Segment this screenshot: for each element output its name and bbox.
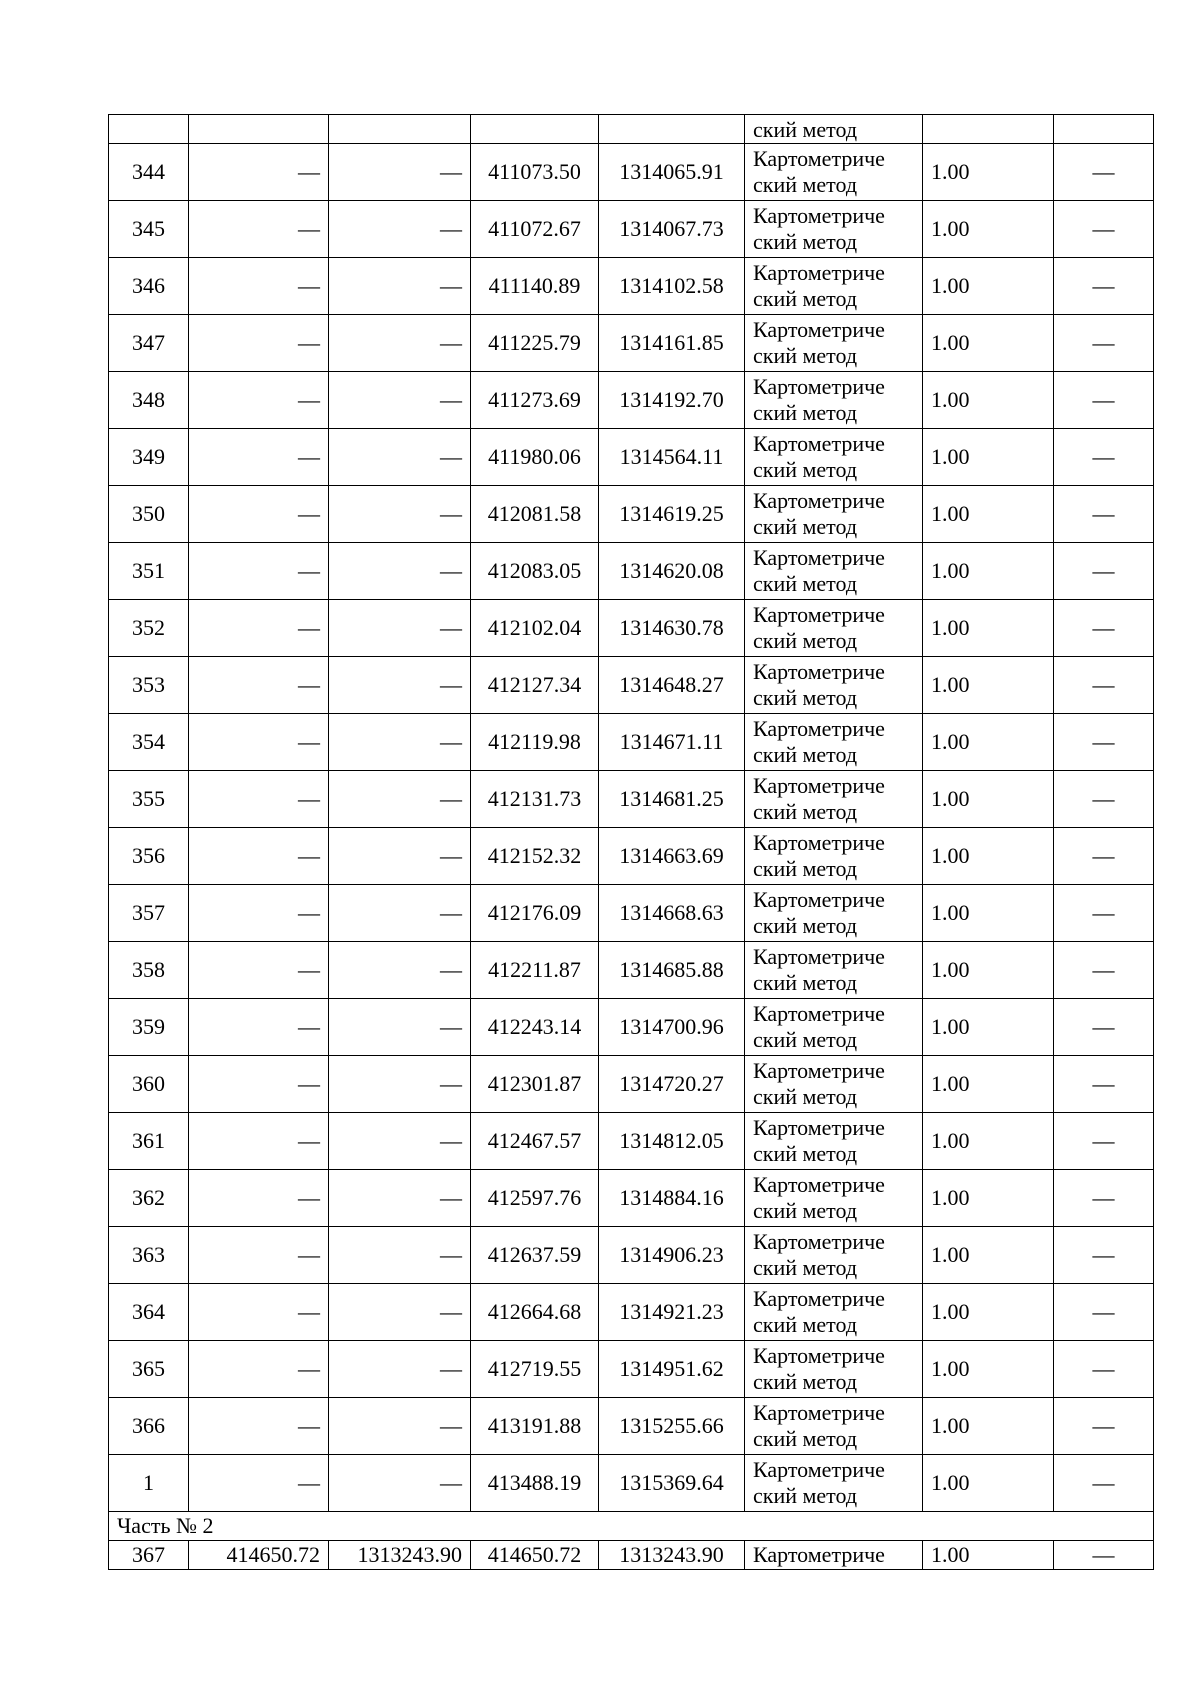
point-number-cell: 1: [109, 1455, 189, 1512]
method-cell: [745, 828, 923, 885]
old-x-cell: —: [189, 714, 329, 771]
point-number-cell: 366: [109, 1398, 189, 1455]
method-cell: [745, 144, 923, 201]
old-x-cell: —: [189, 600, 329, 657]
method-line-2: ский метод: [753, 799, 858, 824]
old-x-cell: —: [189, 1170, 329, 1227]
old-y-cell: 1313243.90: [329, 1541, 471, 1570]
method-line-1: Картометриче: [753, 1343, 885, 1368]
method-cell: [745, 258, 923, 315]
method-cell: [745, 1113, 923, 1170]
method-line-1: Картометриче: [753, 203, 885, 228]
old-y-cell: —: [329, 429, 471, 486]
description-cell: —: [1054, 486, 1154, 543]
table-row: [109, 372, 1154, 429]
table-row: [109, 1227, 1154, 1284]
point-number-cell: 359: [109, 999, 189, 1056]
point-number-cell: 347: [109, 315, 189, 372]
method-line-2: ский метод: [753, 970, 858, 995]
point-number-cell: 364: [109, 1284, 189, 1341]
point-number-cell: 365: [109, 1341, 189, 1398]
old-y-cell: —: [329, 1113, 471, 1170]
description-cell: —: [1054, 657, 1154, 714]
method-line-1: Картометриче: [753, 1115, 885, 1140]
x-cell: 412127.34: [471, 657, 599, 714]
table-row: [109, 600, 1154, 657]
old-y-cell: —: [329, 486, 471, 543]
method-line-2: ский метод: [753, 172, 858, 197]
old-x-cell: —: [189, 543, 329, 600]
table-row: [109, 828, 1154, 885]
old-x-cell: —: [189, 885, 329, 942]
y-cell: 1314102.58: [599, 258, 745, 315]
method-line-1: Картометриче: [753, 545, 885, 570]
table-row: [109, 258, 1154, 315]
point-number-cell: 354: [109, 714, 189, 771]
x-cell: 412719.55: [471, 1341, 599, 1398]
old-x-cell: 414650.72: [189, 1541, 329, 1570]
table-row: [109, 771, 1154, 828]
method-line-2: ский метод: [753, 1084, 858, 1109]
method-line-1: Картометриче: [753, 260, 885, 285]
y-cell: 1314884.16: [599, 1170, 745, 1227]
point-number-cell: 358: [109, 942, 189, 999]
point-number-cell: 344: [109, 144, 189, 201]
point-number-cell: 350: [109, 486, 189, 543]
x-cell: 411980.06: [471, 429, 599, 486]
accuracy-cell: 1.00: [923, 372, 1054, 429]
method-line-2: ский метод: [753, 400, 858, 425]
accuracy-cell: 1.00: [923, 1227, 1054, 1284]
y-cell: 1314812.05: [599, 1113, 745, 1170]
method-cell: [745, 1284, 923, 1341]
y-cell: 1314700.96: [599, 999, 745, 1056]
point-number-cell: 351: [109, 543, 189, 600]
method-line-1: Картометриче: [753, 1400, 885, 1425]
method-line-1: Картометриче: [753, 317, 885, 342]
table-row: [109, 486, 1154, 543]
x-cell: 411072.67: [471, 201, 599, 258]
table-row: [109, 1056, 1154, 1113]
point-number-cell: 349: [109, 429, 189, 486]
method-line-1: Картометриче: [753, 146, 885, 171]
part-header-row: [109, 1512, 1154, 1541]
description-cell: —: [1054, 1170, 1154, 1227]
accuracy-cell: 1.00: [923, 1455, 1054, 1512]
method-line-1: Картометриче: [753, 1001, 885, 1026]
y-cell: 1314619.25: [599, 486, 745, 543]
method-cell: [745, 1227, 923, 1284]
old-y-cell: —: [329, 1170, 471, 1227]
y-cell: 1314720.27: [599, 1056, 745, 1113]
y-cell: 1314648.27: [599, 657, 745, 714]
x-cell: 412081.58: [471, 486, 599, 543]
description-cell: —: [1054, 1541, 1154, 1570]
accuracy-cell: 1.00: [923, 429, 1054, 486]
old-y-cell: —: [329, 600, 471, 657]
method-line-1: Картометриче: [753, 1058, 885, 1083]
description-cell: —: [1054, 543, 1154, 600]
accuracy-cell: 1.00: [923, 144, 1054, 201]
description-cell: —: [1054, 999, 1154, 1056]
old-y-cell: —: [329, 201, 471, 258]
accuracy-cell: 1.00: [923, 942, 1054, 999]
accuracy-cell: 1.00: [923, 201, 1054, 258]
method-line-2: ский метод: [753, 229, 858, 254]
method-line-2: ский метод: [753, 685, 858, 710]
method-cell: [745, 1170, 923, 1227]
method-cell: [745, 315, 923, 372]
table-row: [109, 429, 1154, 486]
method-line-2: ский метод: [753, 1027, 858, 1052]
accuracy-cell: 1.00: [923, 600, 1054, 657]
description-cell: —: [1054, 1227, 1154, 1284]
x-cell: 411225.79: [471, 315, 599, 372]
method-line-2: ский метод: [753, 1141, 858, 1166]
accuracy-cell: 1.00: [923, 1284, 1054, 1341]
method-cell: [745, 1341, 923, 1398]
method-cell: [745, 1455, 923, 1512]
table-row: [109, 1341, 1154, 1398]
y-cell: 1314668.63: [599, 885, 745, 942]
method-line-2: ский метод: [753, 1312, 858, 1337]
accuracy-cell: 1.00: [923, 771, 1054, 828]
x-cell: 412102.04: [471, 600, 599, 657]
description-cell: —: [1054, 600, 1154, 657]
x-cell: 411273.69: [471, 372, 599, 429]
coordinates-table: [108, 114, 1154, 1570]
part-label: Часть № 2: [109, 1512, 1154, 1541]
old-y-cell: —: [329, 885, 471, 942]
old-y-cell: —: [329, 543, 471, 600]
description-cell: —: [1054, 1398, 1154, 1455]
table-row: [109, 543, 1154, 600]
old-x-cell: —: [189, 1227, 329, 1284]
old-x-cell: —: [189, 486, 329, 543]
method-line-2: ский метод: [753, 628, 858, 653]
accuracy-cell: 1.00: [923, 657, 1054, 714]
point-number-cell: 360: [109, 1056, 189, 1113]
accuracy-cell: 1.00: [923, 258, 1054, 315]
x-cell: 411140.89: [471, 258, 599, 315]
y-cell: 1314671.11: [599, 714, 745, 771]
x-cell: 412664.68: [471, 1284, 599, 1341]
method-cell: [745, 1056, 923, 1113]
old-x-cell: —: [189, 828, 329, 885]
accuracy-cell: 1.00: [923, 885, 1054, 942]
old-x-cell: —: [189, 771, 329, 828]
old-y-cell: —: [329, 1455, 471, 1512]
x-cell: 412301.87: [471, 1056, 599, 1113]
y-cell: 1314685.88: [599, 942, 745, 999]
x-cell: 413191.88: [471, 1398, 599, 1455]
y-cell: 1314564.11: [599, 429, 745, 486]
point-number-cell: 348: [109, 372, 189, 429]
method-line-2: ский метод: [753, 457, 858, 482]
y-cell: 1314630.78: [599, 600, 745, 657]
table-row: [109, 144, 1154, 201]
old-y-cell: —: [329, 657, 471, 714]
method-cell: [745, 657, 923, 714]
x-cell: 412597.76: [471, 1170, 599, 1227]
method-line-1: Картометриче: [753, 1172, 885, 1197]
method-cell: [745, 600, 923, 657]
y-cell: 1314906.23: [599, 1227, 745, 1284]
description-cell: —: [1054, 942, 1154, 999]
accuracy-cell: 1.00: [923, 999, 1054, 1056]
x-cell: 412467.57: [471, 1113, 599, 1170]
method-line-1: Картометриче: [753, 830, 885, 855]
accuracy-cell: 1.00: [923, 1113, 1054, 1170]
method-line-2: ский метод: [753, 1255, 858, 1280]
old-x-cell: —: [189, 1284, 329, 1341]
method-cell: [745, 714, 923, 771]
old-y-cell: —: [329, 372, 471, 429]
method-line-1: Картометриче: [753, 887, 885, 912]
x-cell: 412211.87: [471, 942, 599, 999]
description-cell: —: [1054, 885, 1154, 942]
method-cell: [745, 429, 923, 486]
method-line-1: Картометриче: [753, 1457, 885, 1482]
point-number-cell: 357: [109, 885, 189, 942]
old-y-cell: —: [329, 1284, 471, 1341]
y-cell: 1314161.85: [599, 315, 745, 372]
old-x-cell: —: [189, 258, 329, 315]
old-x-cell: —: [189, 942, 329, 999]
old-y-cell: —: [329, 1227, 471, 1284]
table-row: [109, 1113, 1154, 1170]
old-x-cell: —: [189, 315, 329, 372]
table-row: [109, 1284, 1154, 1341]
method-line-2: ский метод: [753, 571, 858, 596]
document-page: [108, 114, 1153, 1570]
method-line-2: ский метод: [753, 1426, 858, 1451]
old-y-cell: —: [329, 144, 471, 201]
method-cell: [745, 942, 923, 999]
description-cell: —: [1054, 1455, 1154, 1512]
method-cell: Картометриче: [745, 1541, 923, 1570]
method-line-1: Картометриче: [753, 374, 885, 399]
description-cell: —: [1054, 144, 1154, 201]
method-line-1: Картометриче: [753, 716, 885, 741]
method-line-2: ский метод: [753, 856, 858, 881]
point-number-cell: 367: [109, 1541, 189, 1570]
method-cell: [745, 771, 923, 828]
table-row: [109, 315, 1154, 372]
table-row: [109, 1170, 1154, 1227]
accuracy-cell: 1.00: [923, 1056, 1054, 1113]
accuracy-cell: 1.00: [923, 1170, 1054, 1227]
table-row: [109, 201, 1154, 258]
description-cell: —: [1054, 1341, 1154, 1398]
accuracy-cell: 1.00: [923, 1398, 1054, 1455]
method-cell: ский метод: [745, 115, 923, 144]
description-cell: —: [1054, 1113, 1154, 1170]
description-cell: —: [1054, 1056, 1154, 1113]
old-x-cell: —: [189, 201, 329, 258]
x-cell: 412243.14: [471, 999, 599, 1056]
y-cell: 1315255.66: [599, 1398, 745, 1455]
old-x-cell: —: [189, 1113, 329, 1170]
table-row: [109, 999, 1154, 1056]
table-row: [109, 885, 1154, 942]
point-number-cell: 352: [109, 600, 189, 657]
point-number-cell: 356: [109, 828, 189, 885]
table-row: [109, 1455, 1154, 1512]
y-cell: 1314192.70: [599, 372, 745, 429]
old-x-cell: —: [189, 1398, 329, 1455]
x-cell: 412119.98: [471, 714, 599, 771]
accuracy-cell: 1.00: [923, 828, 1054, 885]
old-y-cell: —: [329, 714, 471, 771]
table-row: [109, 942, 1154, 999]
y-cell: 1314921.23: [599, 1284, 745, 1341]
old-y-cell: —: [329, 315, 471, 372]
old-x-cell: —: [189, 999, 329, 1056]
old-x-cell: —: [189, 657, 329, 714]
accuracy-cell: 1.00: [923, 315, 1054, 372]
method-cell: [745, 885, 923, 942]
point-number-cell: 355: [109, 771, 189, 828]
accuracy-cell: 1.00: [923, 543, 1054, 600]
point-number-cell: 361: [109, 1113, 189, 1170]
description-cell: —: [1054, 771, 1154, 828]
accuracy-cell: 1.00: [923, 1541, 1054, 1570]
description-cell: —: [1054, 714, 1154, 771]
description-cell: —: [1054, 429, 1154, 486]
method-cell: [745, 543, 923, 600]
old-y-cell: —: [329, 942, 471, 999]
method-line-1: Картометриче: [753, 488, 885, 513]
method-cell: [745, 201, 923, 258]
old-y-cell: —: [329, 999, 471, 1056]
point-number-cell: 363: [109, 1227, 189, 1284]
method-line-1: Картометриче: [753, 1229, 885, 1254]
old-y-cell: —: [329, 1056, 471, 1113]
y-cell: 1314065.91: [599, 144, 745, 201]
y-cell: 1314951.62: [599, 1341, 745, 1398]
x-cell: 412176.09: [471, 885, 599, 942]
old-y-cell: —: [329, 771, 471, 828]
y-cell: 1313243.90: [599, 1541, 745, 1570]
old-x-cell: —: [189, 1056, 329, 1113]
method-line-1: Картометриче: [753, 602, 885, 627]
method-line-2: ский метод: [753, 514, 858, 539]
method-line-2: ский метод: [753, 1369, 858, 1394]
point-number-cell: 345: [109, 201, 189, 258]
old-y-cell: —: [329, 828, 471, 885]
y-cell: 1315369.64: [599, 1455, 745, 1512]
y-cell: 1314067.73: [599, 201, 745, 258]
method-line-2: ский метод: [753, 913, 858, 938]
point-number-cell: 353: [109, 657, 189, 714]
method-line-1: Картометриче: [753, 773, 885, 798]
table-row: [109, 657, 1154, 714]
old-x-cell: —: [189, 144, 329, 201]
table-row: [109, 1541, 1154, 1570]
method-cell: [745, 372, 923, 429]
description-cell: —: [1054, 372, 1154, 429]
method-line-2: ский метод: [753, 1198, 858, 1223]
table-row: [109, 1398, 1154, 1455]
method-cell: [745, 999, 923, 1056]
x-cell: 411073.50: [471, 144, 599, 201]
description-cell: —: [1054, 201, 1154, 258]
method-line-2: ский метод: [753, 286, 858, 311]
table-row-continuation: [109, 115, 1154, 144]
description-cell: —: [1054, 1284, 1154, 1341]
accuracy-cell: 1.00: [923, 1341, 1054, 1398]
old-y-cell: —: [329, 258, 471, 315]
old-x-cell: —: [189, 372, 329, 429]
method-line-2: ский метод: [753, 343, 858, 368]
x-cell: 413488.19: [471, 1455, 599, 1512]
description-cell: —: [1054, 258, 1154, 315]
description-cell: —: [1054, 315, 1154, 372]
method-line-1: Картометриче: [753, 944, 885, 969]
x-cell: 412637.59: [471, 1227, 599, 1284]
accuracy-cell: 1.00: [923, 714, 1054, 771]
y-cell: 1314663.69: [599, 828, 745, 885]
old-x-cell: —: [189, 429, 329, 486]
method-line-2: ский метод: [753, 1483, 858, 1508]
x-cell: 412152.32: [471, 828, 599, 885]
x-cell: 412131.73: [471, 771, 599, 828]
method-line-1: Картометриче: [753, 1286, 885, 1311]
old-x-cell: —: [189, 1341, 329, 1398]
method-line-1: Картометриче: [753, 659, 885, 684]
point-number-cell: 362: [109, 1170, 189, 1227]
x-cell: 412083.05: [471, 543, 599, 600]
old-x-cell: —: [189, 1455, 329, 1512]
old-y-cell: —: [329, 1398, 471, 1455]
y-cell: 1314620.08: [599, 543, 745, 600]
method-line-1: Картометриче: [753, 431, 885, 456]
x-cell: 414650.72: [471, 1541, 599, 1570]
method-cell: [745, 1398, 923, 1455]
table-row: [109, 714, 1154, 771]
description-cell: —: [1054, 828, 1154, 885]
y-cell: 1314681.25: [599, 771, 745, 828]
accuracy-cell: 1.00: [923, 486, 1054, 543]
point-number-cell: 346: [109, 258, 189, 315]
old-y-cell: —: [329, 1341, 471, 1398]
method-line-2: ский метод: [753, 742, 858, 767]
method-cell: [745, 486, 923, 543]
